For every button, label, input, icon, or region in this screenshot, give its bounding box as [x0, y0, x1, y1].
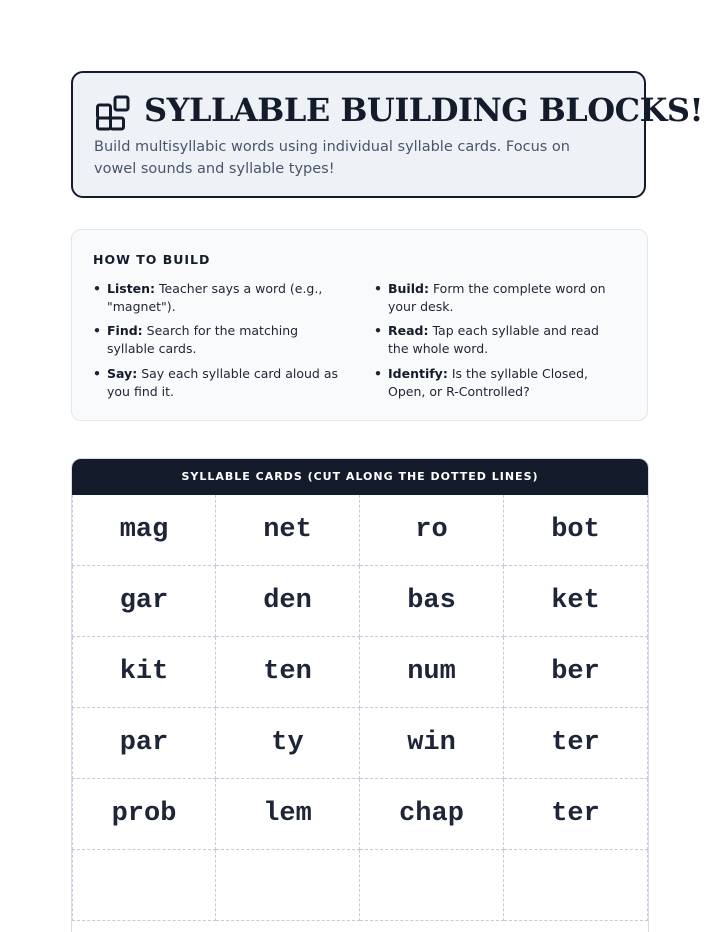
- step-label: Read:: [388, 323, 429, 338]
- step-label: Build:: [388, 281, 429, 296]
- syllable-card: bot: [504, 495, 648, 566]
- step-build: [374, 280, 619, 315]
- bullet-icon: •: [93, 323, 101, 338]
- step-label: Listen:: [107, 281, 156, 296]
- syllable-card: prob: [72, 779, 216, 850]
- step-text: Search for the matching syllable cards.: [107, 323, 299, 356]
- syllable-card: den: [216, 566, 360, 637]
- syllable-card: ter: [504, 708, 648, 779]
- syllable-card: ty: [216, 708, 360, 779]
- bullet-icon: •: [374, 281, 382, 296]
- syllable-card: gar: [72, 566, 216, 637]
- title-card: [71, 71, 704, 198]
- step-say: [93, 365, 338, 400]
- syllable-card: net: [216, 495, 360, 566]
- syllable-card: [216, 850, 360, 921]
- steps-list: [93, 280, 633, 410]
- blocks-icon: [95, 95, 131, 131]
- step-text: Say each syllable card aloud as you find it.: [107, 366, 339, 399]
- cards-heading: SYLLABLE CARDS (CUT ALONG THE DOTTED LINES): [72, 459, 648, 495]
- syllable-card: kit: [72, 637, 216, 708]
- syllable-card: ber: [504, 637, 648, 708]
- syllable-card: ter: [504, 779, 648, 850]
- step-label: Find:: [107, 323, 143, 338]
- syllable-card: bas: [360, 566, 504, 637]
- how-to-build-panel: [71, 229, 648, 421]
- step-label: Identify:: [388, 366, 448, 381]
- bullet-icon: •: [93, 366, 101, 381]
- bullet-icon: •: [374, 323, 382, 338]
- step-listen: [93, 280, 338, 315]
- page-title: SYLLABLE BUILDING BLOCKS!: [144, 91, 704, 129]
- syllable-card: [360, 850, 504, 921]
- syllable-card: win: [360, 708, 504, 779]
- step-text: Teacher says a word (e.g., "magnet").: [107, 281, 323, 314]
- syllable-card: [72, 850, 216, 921]
- syllable-card: lem: [216, 779, 360, 850]
- how-to-heading: HOW TO BUILD: [93, 252, 211, 267]
- syllable-card: chap: [360, 779, 504, 850]
- syllable-card: ket: [504, 566, 648, 637]
- syllable-card: ten: [216, 637, 360, 708]
- step-identify: [374, 365, 619, 400]
- step-text: Form the complete word on your desk.: [388, 281, 606, 314]
- syllable-card: par: [72, 708, 216, 779]
- step-text: Is the syllable Closed, Open, or R-Controlled?: [388, 366, 589, 399]
- syllable-card: ro: [360, 495, 504, 566]
- step-text: Tap each syllable and read the whole word.: [388, 323, 599, 356]
- page-subtitle: Build multisyllabic words using individual syllable cards. Focus on vowel sounds and syllable types!: [94, 139, 570, 177]
- step-label: Say:: [107, 366, 138, 381]
- syllable-card: num: [360, 637, 504, 708]
- bullet-icon: •: [374, 366, 382, 381]
- step-find: [93, 322, 338, 357]
- syllable-card: mag: [72, 495, 216, 566]
- bullet-icon: •: [93, 281, 101, 296]
- step-read: [374, 322, 619, 357]
- syllable-card: [504, 850, 648, 921]
- syllable-cards-section: [71, 458, 649, 932]
